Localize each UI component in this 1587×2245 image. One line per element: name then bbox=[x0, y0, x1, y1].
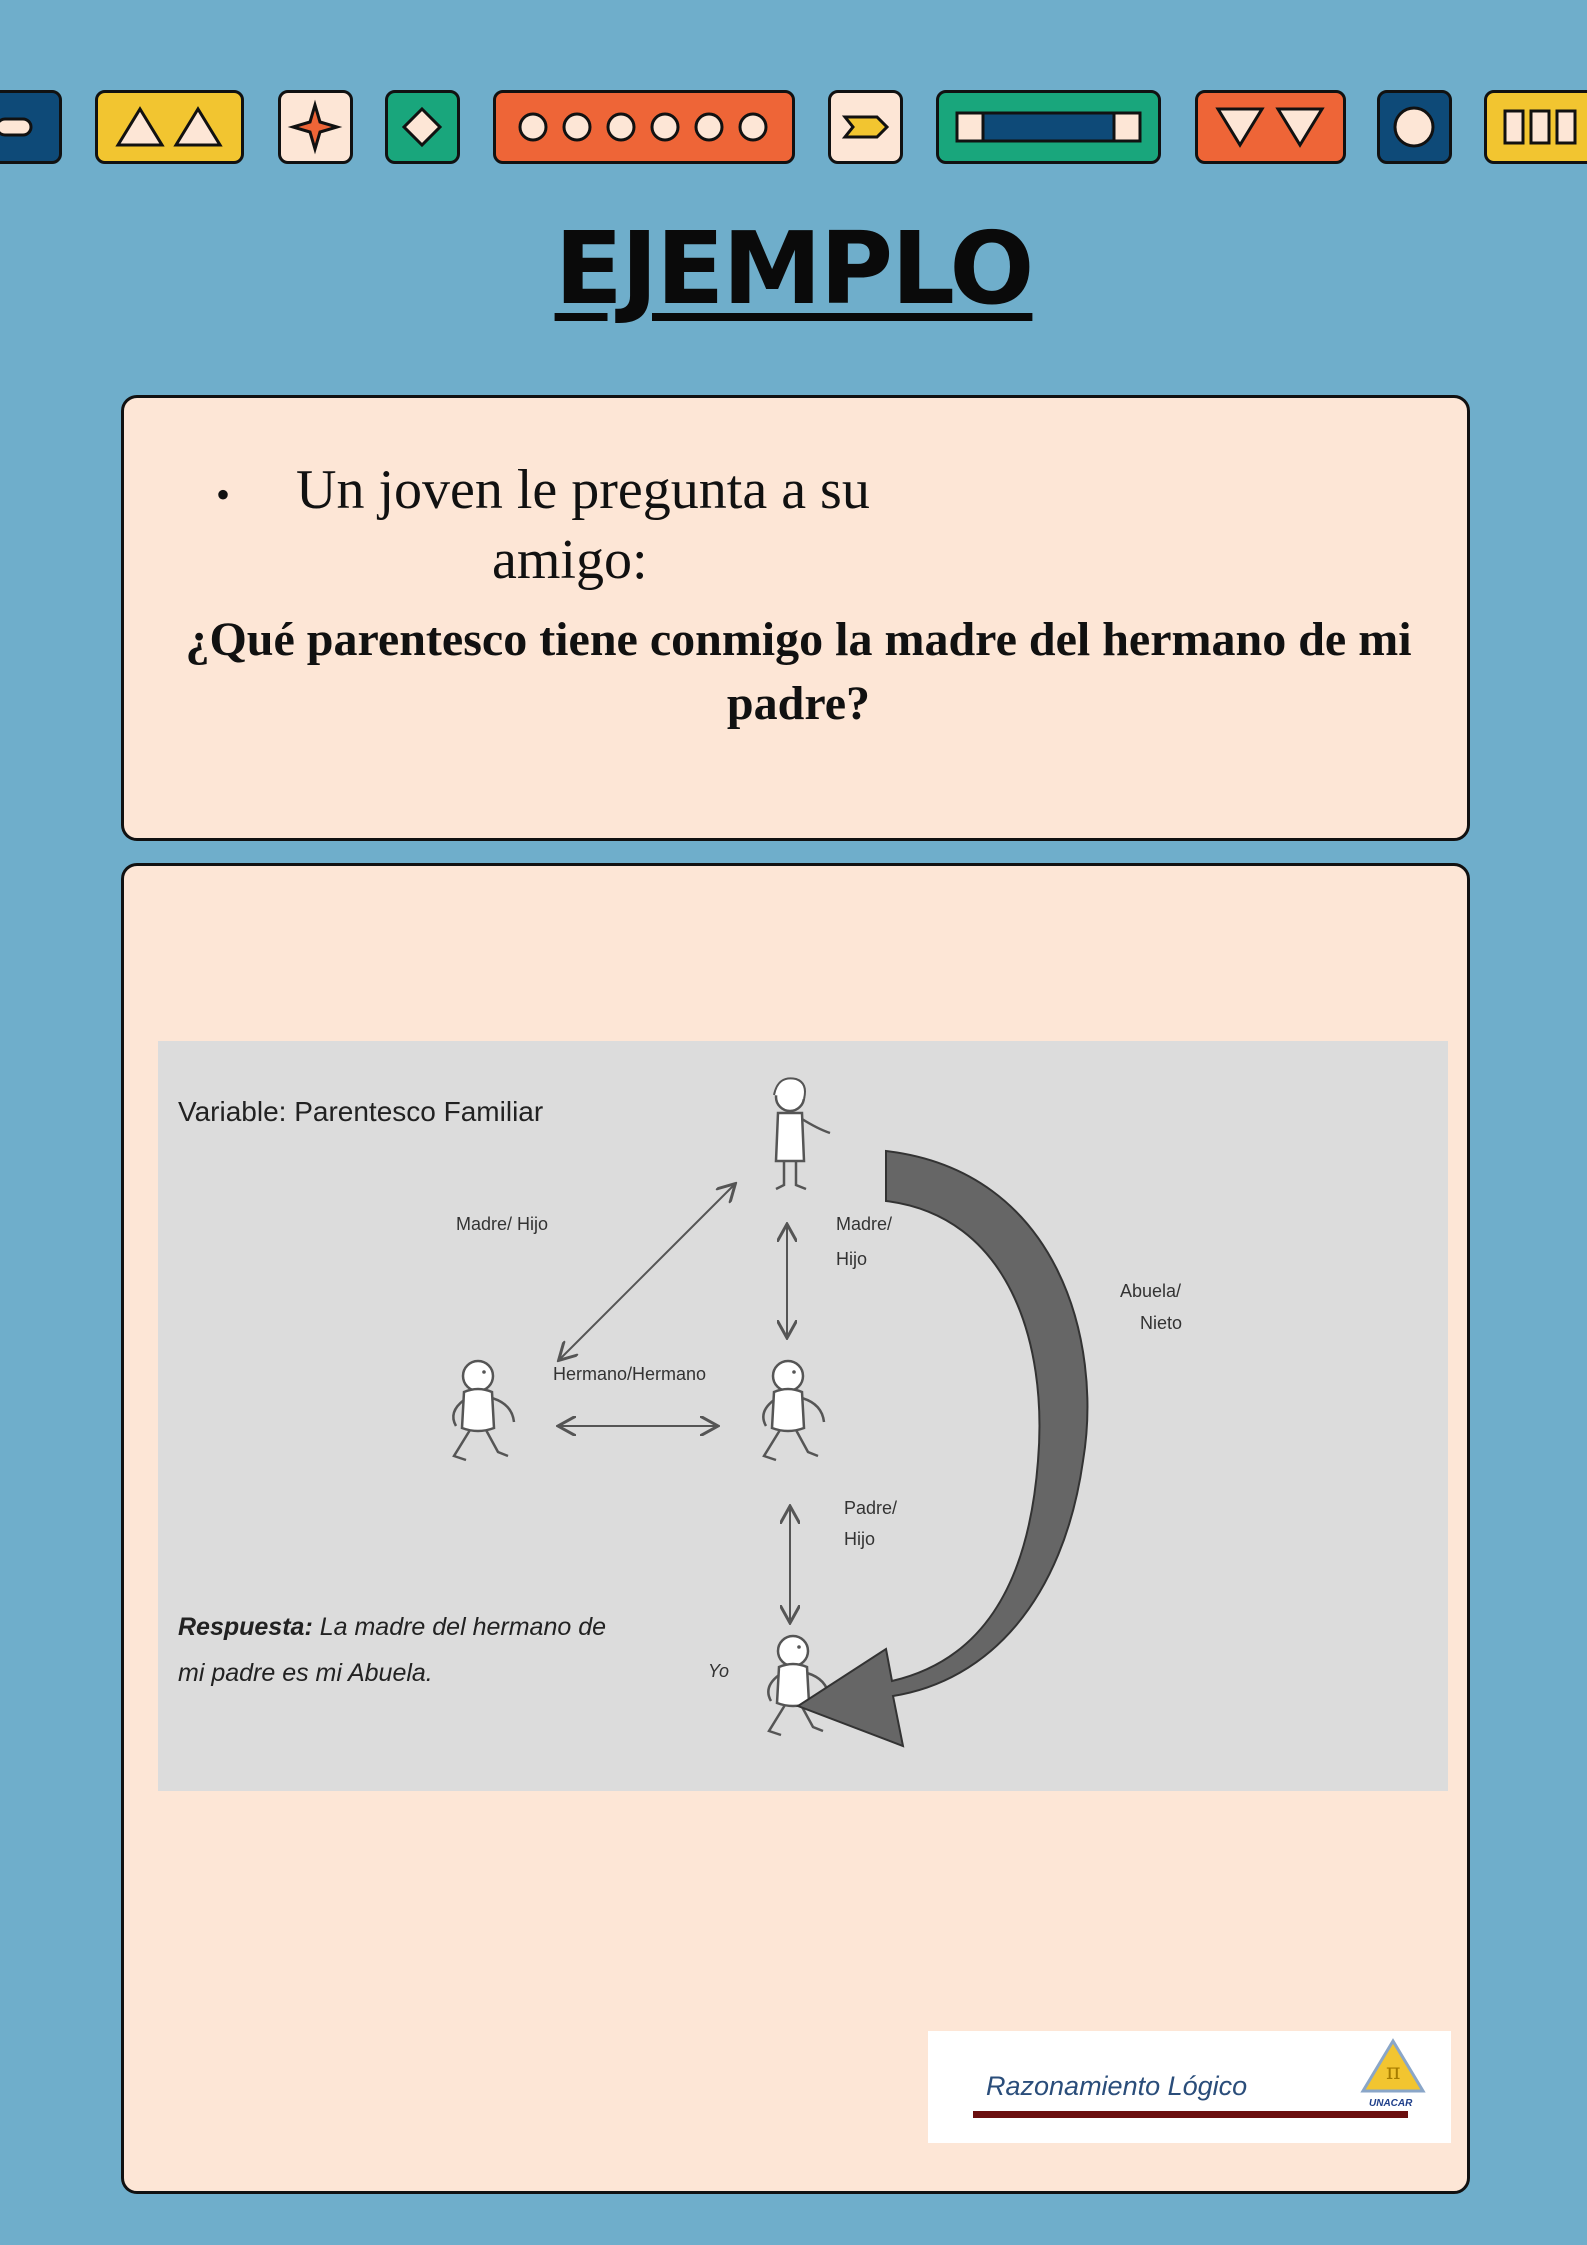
triangles-icon bbox=[98, 93, 241, 161]
deco-navy-pill bbox=[0, 90, 62, 164]
family-tree-diagram bbox=[158, 1041, 1448, 1791]
logo-text: Razonamiento Lógico bbox=[986, 2071, 1248, 2101]
chevron-icon bbox=[831, 93, 900, 161]
answer-text-1: La madre del hermano de bbox=[312, 1613, 607, 1641]
deco-yellow-bars bbox=[1484, 90, 1587, 164]
label-padre-2: Hijo bbox=[844, 1529, 876, 1549]
intro-text-line1: Un joven le pregunta a su bbox=[296, 459, 870, 521]
father-figure bbox=[763, 1361, 824, 1460]
decorative-shape-strip bbox=[0, 0, 1587, 170]
deco-cream-star bbox=[278, 90, 353, 164]
circles-icon bbox=[496, 93, 792, 161]
logo-pi: π bbox=[1386, 2060, 1401, 2085]
deco-orange-triangles bbox=[1195, 90, 1346, 164]
intro-text-line2: amigo: bbox=[492, 529, 648, 591]
pill-icon bbox=[0, 93, 59, 161]
answer-line-1 bbox=[178, 1613, 606, 1641]
deco-green-diamond bbox=[385, 90, 460, 164]
label-madre-right-1: Madre/ bbox=[836, 1214, 893, 1234]
bullet-icon: • bbox=[216, 472, 231, 518]
logo-mark-text: UNACAR bbox=[1369, 2098, 1413, 2109]
label-yo: Yo bbox=[708, 1661, 730, 1681]
arrow-grandma-uncle bbox=[560, 1185, 734, 1359]
intro-line bbox=[216, 453, 1116, 532]
circle-icon bbox=[1380, 93, 1449, 161]
variable-label: Variable: Parentesco Familiar bbox=[178, 1096, 544, 1127]
grandmother-figure bbox=[774, 1078, 830, 1189]
answer-bold: Respuesta: bbox=[178, 1613, 313, 1641]
deco-navy-circle bbox=[1377, 90, 1452, 164]
progress-bar-icon bbox=[939, 93, 1158, 161]
label-abuela-2: Nieto bbox=[1140, 1313, 1183, 1333]
deco-green-bar bbox=[936, 90, 1161, 164]
label-padre-1: Padre/ bbox=[844, 1498, 898, 1518]
deco-cream-chevron bbox=[828, 90, 903, 164]
label-abuela-1: Abuela/ bbox=[1120, 1281, 1182, 1301]
down-triangles-icon bbox=[1198, 93, 1343, 161]
label-madre-hijo-left: Madre/ Hijo bbox=[456, 1214, 549, 1234]
course-logo bbox=[928, 2031, 1451, 2143]
deco-orange-circles bbox=[493, 90, 795, 164]
question-text: ¿Qué parentesco tiene conmigo la madre del hermano de mi padre? bbox=[185, 613, 1412, 730]
university-logo-icon bbox=[1343, 2036, 1443, 2116]
label-madre-right-2: Hijo bbox=[836, 1249, 868, 1269]
question-card bbox=[121, 395, 1470, 841]
deco-yellow-triangles bbox=[95, 90, 244, 164]
star-icon bbox=[281, 93, 350, 161]
answer-line-2: mi padre es mi Abuela. bbox=[178, 1659, 433, 1687]
page-title: EJEMPLO bbox=[554, 210, 1033, 327]
me-figure bbox=[768, 1636, 829, 1735]
diamond-icon bbox=[388, 93, 457, 161]
figure-card bbox=[121, 863, 1470, 2194]
bars-icon bbox=[1487, 93, 1587, 161]
big-curved-arrow bbox=[798, 1151, 1087, 1746]
uncle-figure bbox=[453, 1361, 514, 1460]
label-hermano: Hermano/Hermano bbox=[553, 1364, 707, 1384]
